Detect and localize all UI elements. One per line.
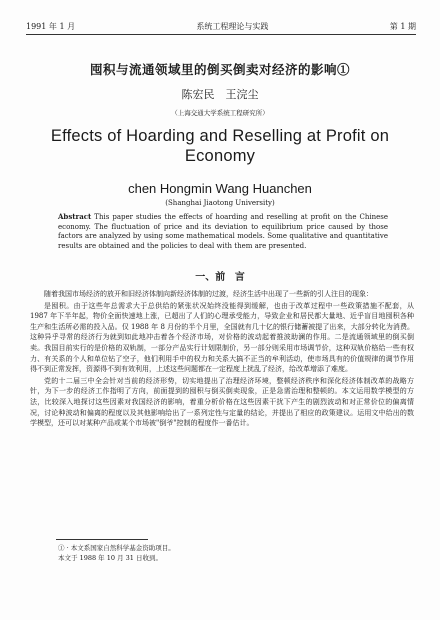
footnotes xyxy=(58,543,400,563)
authors-english: chen Hongmin Wang Huanchen xyxy=(128,181,312,196)
paragraph: 随着我国市场经济的放开和旧经济体制向新经济体制的过渡，经济生活中出现了一些新的引人注目的现象： xyxy=(44,290,373,298)
footnote: 本文于 1988 年 10 月 31 日收到。 xyxy=(58,554,162,562)
title-chinese: 囤积与流通领域里的倒买倒卖对经济的影响① xyxy=(89,62,350,77)
running-header xyxy=(26,21,416,32)
paragraph: 党的十二届三中全会针对当前的经济形势，切实地提出了治理经济环境，整顿经济秩序和深化经济体制改革的战略方针，为下一步的经济工作指明了方向，前面提到的囤积与倒买倒卖现象，正是急需治理和整顿的。本文运用数学模型的方法，比较深入地探讨这些因素对我国经济的影响，着重分析价格在这些因素干扰下产生的剧烈波动和对正常价位的偏离情况，讨论种波动和偏离的程度以及其他影响给出了一系列定性与定量的结论，并提出了相应的政策建议。运用文中给出的数学模型，还可以对某种产品或某个市场被"倒爷"控制的程度作一番估计。 xyxy=(30,376,414,428)
header-rule xyxy=(26,34,416,35)
footnote-rule xyxy=(56,539,148,540)
section-heading: 一、前 言 xyxy=(195,272,245,283)
header-date: 1991 年 1 月 xyxy=(26,22,76,31)
authors-chinese: 陈宏民 王浣尘 xyxy=(181,88,259,101)
paragraph: 是囤积。由于这些年总需求大于总供给的紧张状况始终没能得到缓解，也由于改革过程中一些政策措施不配套，从 1987 年下半年起，物价全面快速地上涨，已超出了人们的心理承受能力，导致企业和居民都大量地、近乎盲目地囤积各种生产和生活所必需的投入品。仅 1988 年 8 月份的半个月里，全国就有几十亿的银行储蓄被提了出来，大部分转化为消费。这种异乎寻常的经济行为就到如此地冲击着各个经济市场，对价格的波动起着推波助澜的作用。二是流通领域里的倒买倒卖。我国目前实行的是价格的双轨制，一部分产品实行计划限制价，另一部分则采用市场调节价，这种双轨价格给一些有权力、有关系的个人和单位钻了空子，他们利用手中的权力和关系大搞不正当的牟利活动，使市场具有的价值规律的调节作用得不到正常发挥，资源得不到有效利用，上述这些问题都在一定程度上扰乱了经济，给改革增添了难度。 xyxy=(30,301,414,374)
abstract xyxy=(58,212,388,251)
affiliation-chinese: （上海交通大学系统工程研究所） xyxy=(171,109,269,117)
header-issue: 第 1 期 xyxy=(389,22,416,31)
affiliation-english: (Shanghai Jiaotong University) xyxy=(165,199,275,207)
body-text xyxy=(30,289,414,430)
abstract-label: Abstract xyxy=(58,212,92,221)
footnote: ① · 本文系国家自然科学基金资助项目。 xyxy=(58,544,175,552)
header-journal: 系统工程理论与实践 xyxy=(196,22,269,31)
title-english: Effects of Hoarding and Reselling at Profit on Economy xyxy=(50,127,390,165)
abstract-text: This paper studies the effects of hoarding and reselling at profit on the Chinese economy. The fluctuation of price and its deviation to equilibrium price caused by those factors are analyzed by using some mathematical models. Some qualitative and quantitative results are obtained and the policies to deal with them are presented. xyxy=(58,213,388,250)
